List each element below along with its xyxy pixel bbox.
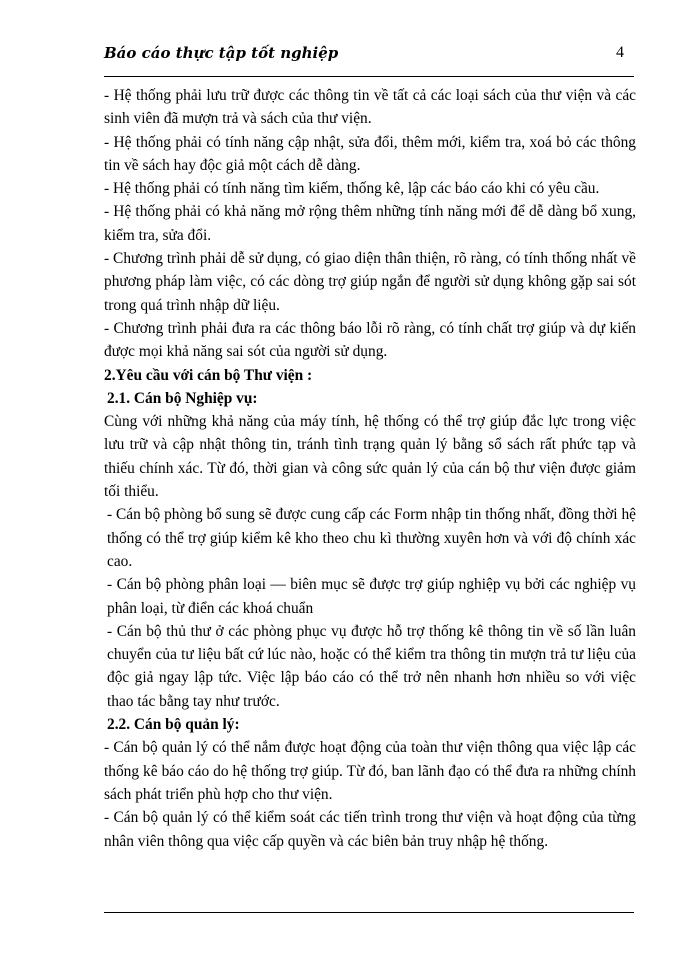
paragraph: - Cán bộ quản lý có thể nắm được hoạt động của toàn thư viện thông qua việc lập các thống kê báo cáo do hệ thống trợ giúp. Từ đó, ban lãnh đạo có thể đưa ra những chính sách phát triển phù hợp cho thư viện.	[104, 739, 636, 803]
page-number: 4	[616, 44, 624, 61]
paragraph: - Chương trình phải dễ sử dụng, có giao diện thân thiện, rõ ràng, có tính thống nhất về phương pháp làm việc, có các dòng trợ giúp ngắn để người sử dụng không gặp sai sót trong quá trình nhập dữ liệu.	[104, 250, 636, 314]
header-rule	[104, 76, 634, 77]
paragraph: - Hệ thống phải có tính năng cập nhật, sửa đổi, thêm mới, kiểm tra, xoá bỏ các thông tin về sách hay độc giả một cách dễ dàng.	[104, 133, 636, 174]
paragraph: - Cán bộ phòng bổ sung sẽ được cung cấp các Form nhập tin thống nhất, đồng thời hệ thống có thể trợ giúp kiểm kê kho theo chu kì thường xuyên hơn và với độ chính xác cao.	[107, 506, 636, 570]
body-text	[104, 84, 636, 853]
paragraph: - Hệ thống phải có tính năng tìm kiếm, thống kê, lập các báo cáo khi có yêu cầu.	[104, 180, 600, 198]
subsection-heading: 2.1. Cán bộ Nghiệp vụ:	[107, 389, 258, 407]
section-heading: 2.Yêu cầu với cán bộ Thư viện :	[104, 366, 313, 384]
paragraph: - Cán bộ quản lý có thể kiểm soát các tiến trình trong thư viện và hoạt động của từng nhân viên thông qua việc cấp quyền và các biên bản truy nhập hệ thống.	[104, 809, 636, 850]
paragraph: Cùng với những khả năng của máy tính, hệ thống có thể trợ giúp đắc lực trong việc lưu trữ và cập nhật thông tin, tránh tình trạng quản lý bằng sổ sách rất phức tạp và thiếu chính xác. Từ đó, thời gian và công sức quản lý của cán bộ thư viện được giảm tối thiểu.	[104, 413, 636, 501]
header-title: Báo cáo thực tập tốt nghiệp	[104, 44, 339, 62]
paragraph: - Hệ thống phải có khả năng mở rộng thêm những tính năng mới để dễ dàng bổ xung, kiểm tra, sửa đổi.	[104, 203, 636, 244]
paragraph: - Chương trình phải đưa ra các thông báo lỗi rõ ràng, có tính chất trợ giúp và dự kiến được mọi khả năng sai sót của người sử dụng.	[104, 319, 636, 361]
paragraph: - Cán bộ thủ thư ở các phòng phục vụ được hỗ trợ thống kê thông tin về số lần luân chuyển của tư liệu bất cứ lúc nào, hoặc có thể kiểm tra thông tin mượn trả tư liệu của độc giả ngay lập tức. Việc lập báo cáo có thể trở nên nhanh hơn nhiều so với việc thao tác bằng tay như trước.	[107, 622, 636, 710]
paragraph: - Hệ thống phải lưu trữ được các thông tin về tất cả các loại sách của thư viện và các sinh viên đã mượn trả và sách của thư viện.	[104, 87, 636, 128]
footer-rule	[104, 912, 634, 913]
paragraph: - Cán bộ phòng phân loại — biên mục sẽ được trợ giúp nghiệp vụ bởi các nghiệp vụ phân loại, từ điển các khoá chuẩn	[107, 576, 636, 617]
subsection-heading: 2.2. Cán bộ quản lý:	[107, 716, 240, 734]
